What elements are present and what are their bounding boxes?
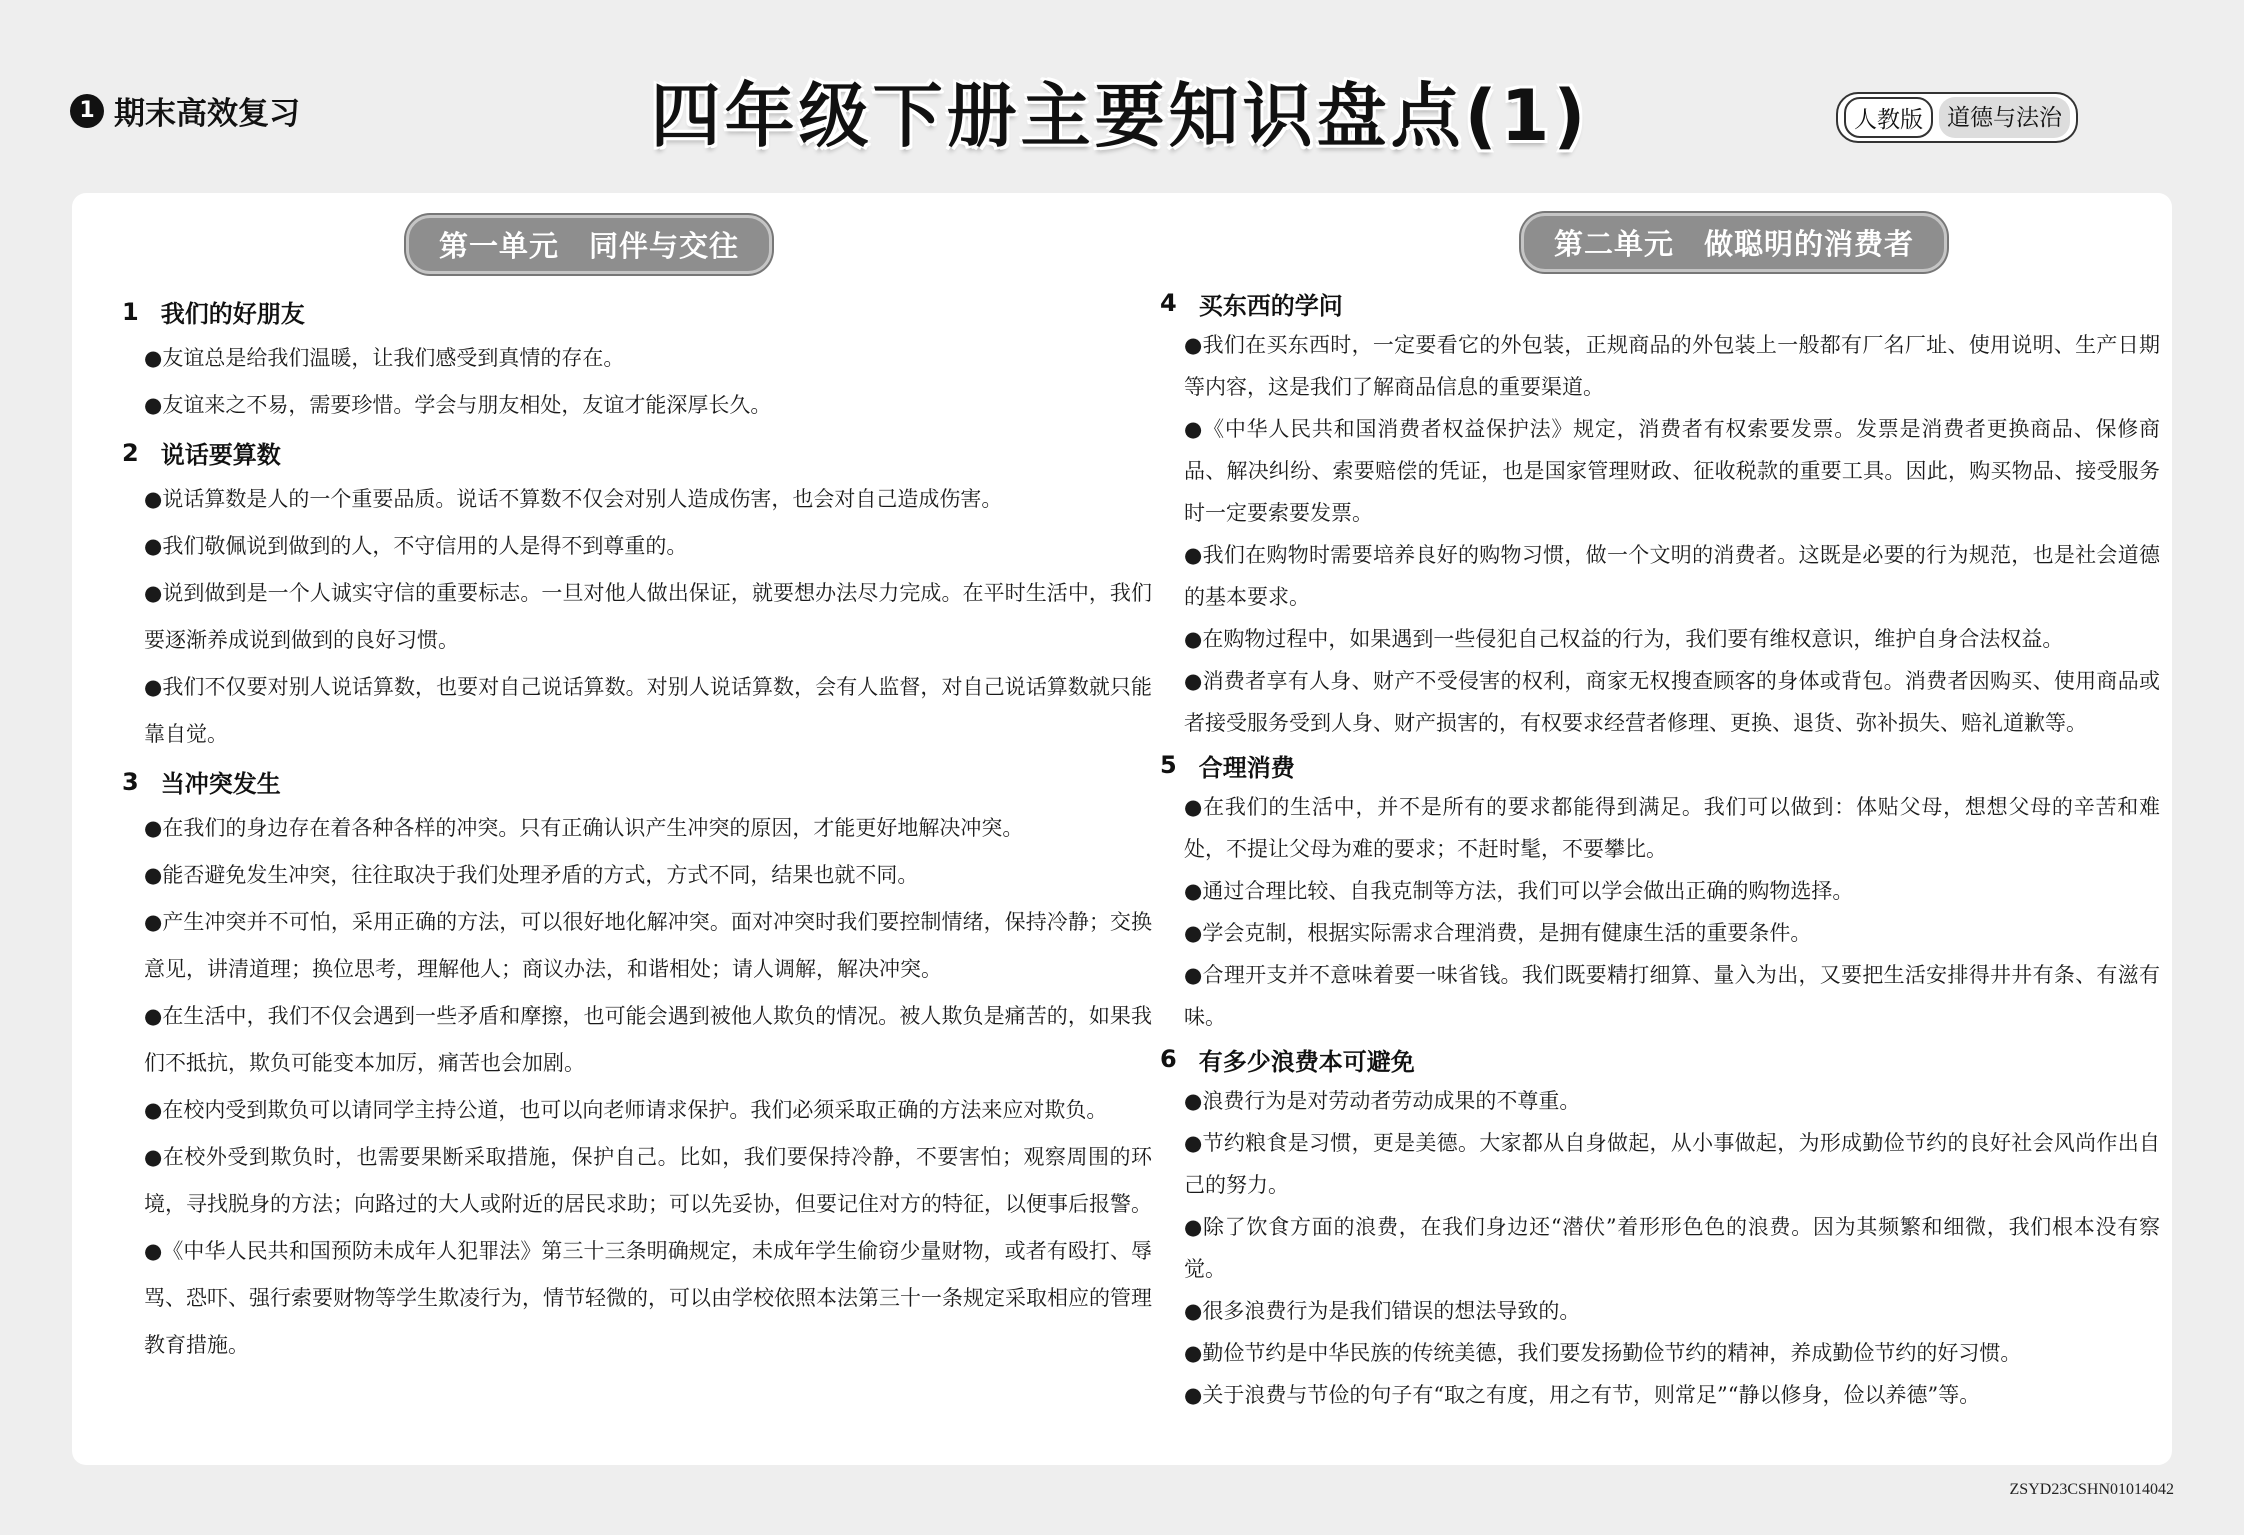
section-heading: 说话要算数	[160, 441, 281, 469]
section-title	[1160, 1038, 2160, 1080]
bullet-item: ●节约粮食是习惯，更是美德。大家都从自身做起，从小事做起，为形成勤俭节约的良好社会风尚作出自己的努力。	[1184, 1131, 2160, 1197]
header-left	[70, 88, 300, 133]
bullet-item: ●在我们的生活中，并不是所有的要求都能得到满足。我们可以做到：体贴父母，想想父母的辛苦和难处，不提让父母为难的要求；不赶时髦，不要攀比。	[1184, 795, 2160, 861]
content-panel	[72, 193, 2172, 1465]
section-title	[96, 288, 1152, 335]
bullet-item: ●《中华人民共和国消费者权益保护法》规定，消费者有权索要发票。发票是消费者更换商品、保修商品、解决纠纷、索要赔偿的凭证，也是国家管理财政、征收税款的重要工具。因此，购买物品、接受服务时一定要索要发票。	[1184, 417, 2160, 525]
bullet-item: ●在购物过程中，如果遇到一些侵犯自己权益的行为，我们要有维权意识，维护自身合法权益。	[1184, 627, 2064, 651]
bullet-item: ●我们在买东西时，一定要看它的外包装，正规商品的外包装上一般都有厂名厂址、使用说明、生产日期等内容，这是我们了解商品信息的重要渠道。	[1184, 333, 2160, 399]
section-4	[1160, 282, 2160, 744]
section-6	[1160, 1038, 2160, 1416]
section-number: 2	[122, 438, 139, 467]
bullet-item: ●学会克制，根据实际需求合理消费，是拥有健康生活的重要条件。	[1184, 921, 1812, 945]
section-title	[96, 758, 1152, 805]
section-title	[1160, 282, 2160, 324]
edition-subject-badge	[1836, 92, 2078, 143]
section-number: 4	[1160, 289, 1177, 317]
unit-2-header: 第二单元 做聪明的消费者	[1521, 213, 1947, 272]
section-number: 5	[1160, 751, 1177, 779]
section-title	[1160, 744, 2160, 786]
bullet-item: ●我们敬佩说到做到的人，不守信用的人是得不到尊重的。	[144, 534, 688, 558]
section-heading: 我们的好朋友	[160, 300, 305, 328]
bullet-item: ●说到做到是一个人诚实守信的重要标志。一旦对他人做出保证，就要想办法尽力完成。在平时生活中，我们要逐渐养成说到做到的良好习惯。	[144, 581, 1152, 652]
bullet-item: ●在校外受到欺负时，也需要果断采取措施，保护自己。比如，我们要保持冷静，不要害怕；观察周围的环境，寻找脱身的方法；向路过的大人或附近的居民求助；可以先妥协，但要记住对方的特征，以便事后报警。	[144, 1145, 1152, 1216]
section-3	[96, 758, 1152, 1369]
right-column	[1160, 193, 2160, 1416]
bullet-item: ●在我们的身边存在着各种各样的冲突。只有正确认识产生冲突的原因，才能更好地解决冲突。	[144, 816, 1024, 840]
bullet-item: ●合理开支并不意味着要一味省钱。我们既要精打细算、量入为出，又要把生活安排得井井有条、有滋有味。	[1184, 963, 2160, 1029]
section-1	[96, 288, 1152, 429]
bullet-item: ●在生活中，我们不仅会遇到一些矛盾和摩擦，也可能会遇到被他人欺负的情况。被人欺负是痛苦的，如果我们不抵抗，欺负可能变本加厉，痛苦也会加剧。	[144, 1004, 1152, 1075]
bullet-item: ●能否避免发生冲突，往往取决于我们处理矛盾的方式，方式不同，结果也就不同。	[144, 863, 919, 887]
section-heading: 买东西的学问	[1198, 291, 1343, 320]
section-heading: 有多少浪费本可避免	[1198, 1047, 1415, 1076]
header-left-label: 期末高效复习	[114, 96, 300, 132]
bullet-item: ●产生冲突并不可怕，采用正确的方法，可以很好地化解冲突。面对冲突时我们要控制情绪，保持冷静；交换意见，讲清道理；换位思考，理解他人；商议办法，和谐相处；请人调解，解决冲突。	[144, 910, 1152, 981]
bullet-item: ●《中华人民共和国预防未成年人犯罪法》第三十三条明确规定，未成年学生偷窃少量财物，或者有殴打、辱骂、恐吓、强行索要财物等学生欺凌行为，情节轻微的，可以由学校依照本法第三十一条规定采取相应的管理教育措施。	[144, 1239, 1152, 1357]
section-5	[1160, 744, 2160, 1038]
bullet-item: ●很多浪费行为是我们错误的想法导致的。	[1184, 1299, 1581, 1323]
bullet-item: ●消费者享有人身、财产不受侵害的权利，商家无权搜查顾客的身体或背包。消费者因购买、使用商品或者接受服务受到人身、财产损害的，有权要求经营者修理、更换、退货、弥补损失、赔礼道歉等。	[1184, 669, 2160, 735]
page-title: 四年级下册主要知识盘点(1)	[650, 75, 1590, 157]
section-number: 3	[122, 767, 139, 796]
document-code: ZSYD23CSHN01014042	[2009, 1481, 2174, 1498]
section-number: 6	[1160, 1045, 1177, 1073]
bullet-item: ●关于浪费与节俭的句子有“取之有度，用之有节，则常足”“静以修身，俭以养德”等。	[1184, 1383, 1981, 1407]
bullet-item: ●勤俭节约是中华民族的传统美德，我们要发扬勤俭节约的精神，养成勤俭节约的好习惯。	[1184, 1341, 2022, 1365]
bullet-item: ●我们在购物时需要培养良好的购物习惯，做一个文明的消费者。这既是必要的行为规范，也是社会道德的基本要求。	[1184, 543, 2160, 609]
chapter-number-badge: 1	[70, 94, 104, 128]
section-heading: 当冲突发生	[160, 770, 281, 798]
bullet-item: ●浪费行为是对劳动者劳动成果的不尊重。	[1184, 1089, 1581, 1113]
unit-1-header: 第一单元 同伴与交往	[406, 215, 772, 274]
bullet-item: ●我们不仅要对别人说话算数，也要对自己说话算数。对别人说话算数，会有人监督，对自己说话算数就只能靠自觉。	[144, 675, 1152, 746]
section-heading: 合理消费	[1198, 753, 1295, 782]
section-2	[96, 429, 1152, 758]
bullet-item: ●友谊来之不易，需要珍惜。学会与朋友相处，友谊才能深厚长久。	[144, 393, 772, 417]
left-column	[96, 193, 1152, 1369]
edition-label: 人教版	[1844, 97, 1933, 138]
bullet-item: ●除了饮食方面的浪费，在我们身边还“潜伏”着形形色色的浪费。因为其频繁和细微，我们根本没有察觉。	[1184, 1215, 2160, 1281]
bullet-item: ●友谊总是给我们温暖，让我们感受到真情的存在。	[144, 346, 625, 370]
subject-label: 道德与法治	[1939, 97, 2070, 138]
bullet-item: ●通过合理比较、自我克制等方法，我们可以学会做出正确的购物选择。	[1184, 879, 1854, 903]
bullet-item: ●在校内受到欺负可以请同学主持公道，也可以向老师请求保护。我们必须采取正确的方法来应对欺负。	[144, 1098, 1108, 1122]
section-number: 1	[122, 297, 139, 326]
bullet-item: ●说话算数是人的一个重要品质。说话不算数不仅会对别人造成伤害，也会对自己造成伤害。	[144, 487, 1003, 511]
section-title	[96, 429, 1152, 476]
